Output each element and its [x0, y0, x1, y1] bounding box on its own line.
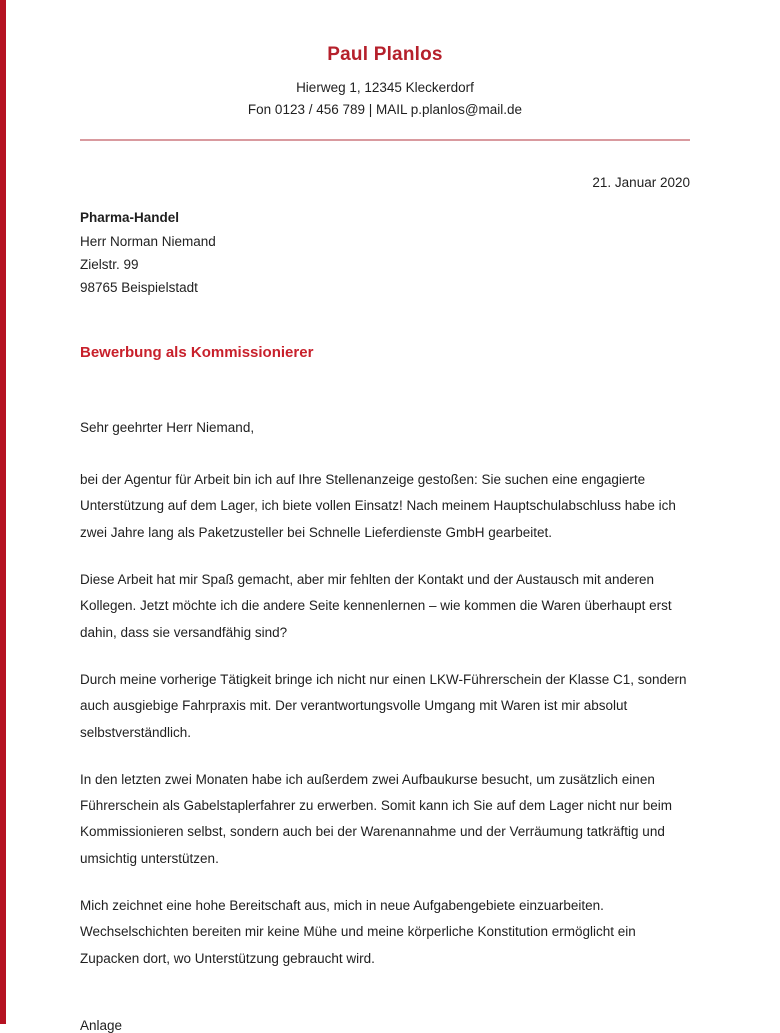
recipient-city: 98765 Beispielstadt	[80, 279, 198, 295]
letter-subject: Bewerbung als Kommissionierer	[80, 344, 314, 362]
accent-stripe	[0, 0, 6, 1024]
sender-contact-line: Fon 0123 / 456 789 | MAIL p.planlos@mail.de	[247, 102, 523, 118]
recipient-company: Pharma-Handel	[80, 210, 180, 226]
letter-paragraph: bei der Agentur für Arbeit bin ich auf Ihre Stellenanzeige gestoßen: Sie suchen eine engagierte Unterstützung auf dem Lager, ich biete vollen Einsatz! Nach meinem Hauptschulabschluss habe ich zwei Jahre lang als Paketzusteller bei Schnelle Lieferdienste GmbH gearbeitet.	[80, 472, 676, 540]
letter-content	[80, 0, 690, 1033]
letter-paragraph: Diese Arbeit hat mir Spaß gemacht, aber mir fehlten der Kontakt und der Austausch mit anderen Kollegen. Jetzt möchte ich die andere Seite kennenlernen – wie kommen die Waren überhaupt erst dahin, dass sie versandfähig sind?	[80, 571, 672, 640]
letterhead	[80, 0, 690, 141]
recipient-address-block	[80, 206, 690, 299]
header-divider	[80, 139, 690, 141]
letter-paragraph: Mich zeichnet eine hohe Bereitschaft aus, mich in neue Aufgabengebiete einzuarbeiten. Wechselschichten bereiten mir keine Mühe und meine körperliche Konstitution ermöglicht ein Zupacken dort, wo Unterstützung gebraucht wird.	[80, 898, 636, 966]
sender-name: Paul Planlos	[327, 44, 443, 65]
letter-paragraph: In den letzten zwei Monaten habe ich außerdem zwei Aufbaukurse besucht, um zusätzlich einen Führerschein als Gabelstaplerfahrer zu erwerben. Somit kann ich Sie auf dem Lager nicht nur beim Kommissionieren selbst, sondern auch bei der Warenannahme und der Verräumung tatkräftig und umsichtig unterstützen.	[80, 771, 673, 866]
letter-paragraph: Durch meine vorherige Tätigkeit bringe ich nicht nur einen LKW-Führerschein der Klasse C1, sondern auch ausgiebige Fahrpraxis mit. Der verantwortungsvolle Umgang mit Waren ist mir absolut selbstverständlich.	[80, 671, 687, 740]
letter-paragraphs	[80, 467, 690, 972]
letter-enclosure: Anlage	[80, 1018, 123, 1033]
recipient-person: Herr Norman Niemand	[80, 233, 216, 249]
recipient-street: Zielstr. 99	[80, 256, 139, 272]
letter-salutation: Sehr geehrter Herr Niemand,	[80, 419, 255, 435]
letter-body	[80, 415, 690, 972]
sender-address-line: Hierweg 1, 12345 Kleckerdorf	[296, 79, 474, 95]
letter-date: 21. Januar 2020	[592, 175, 690, 191]
